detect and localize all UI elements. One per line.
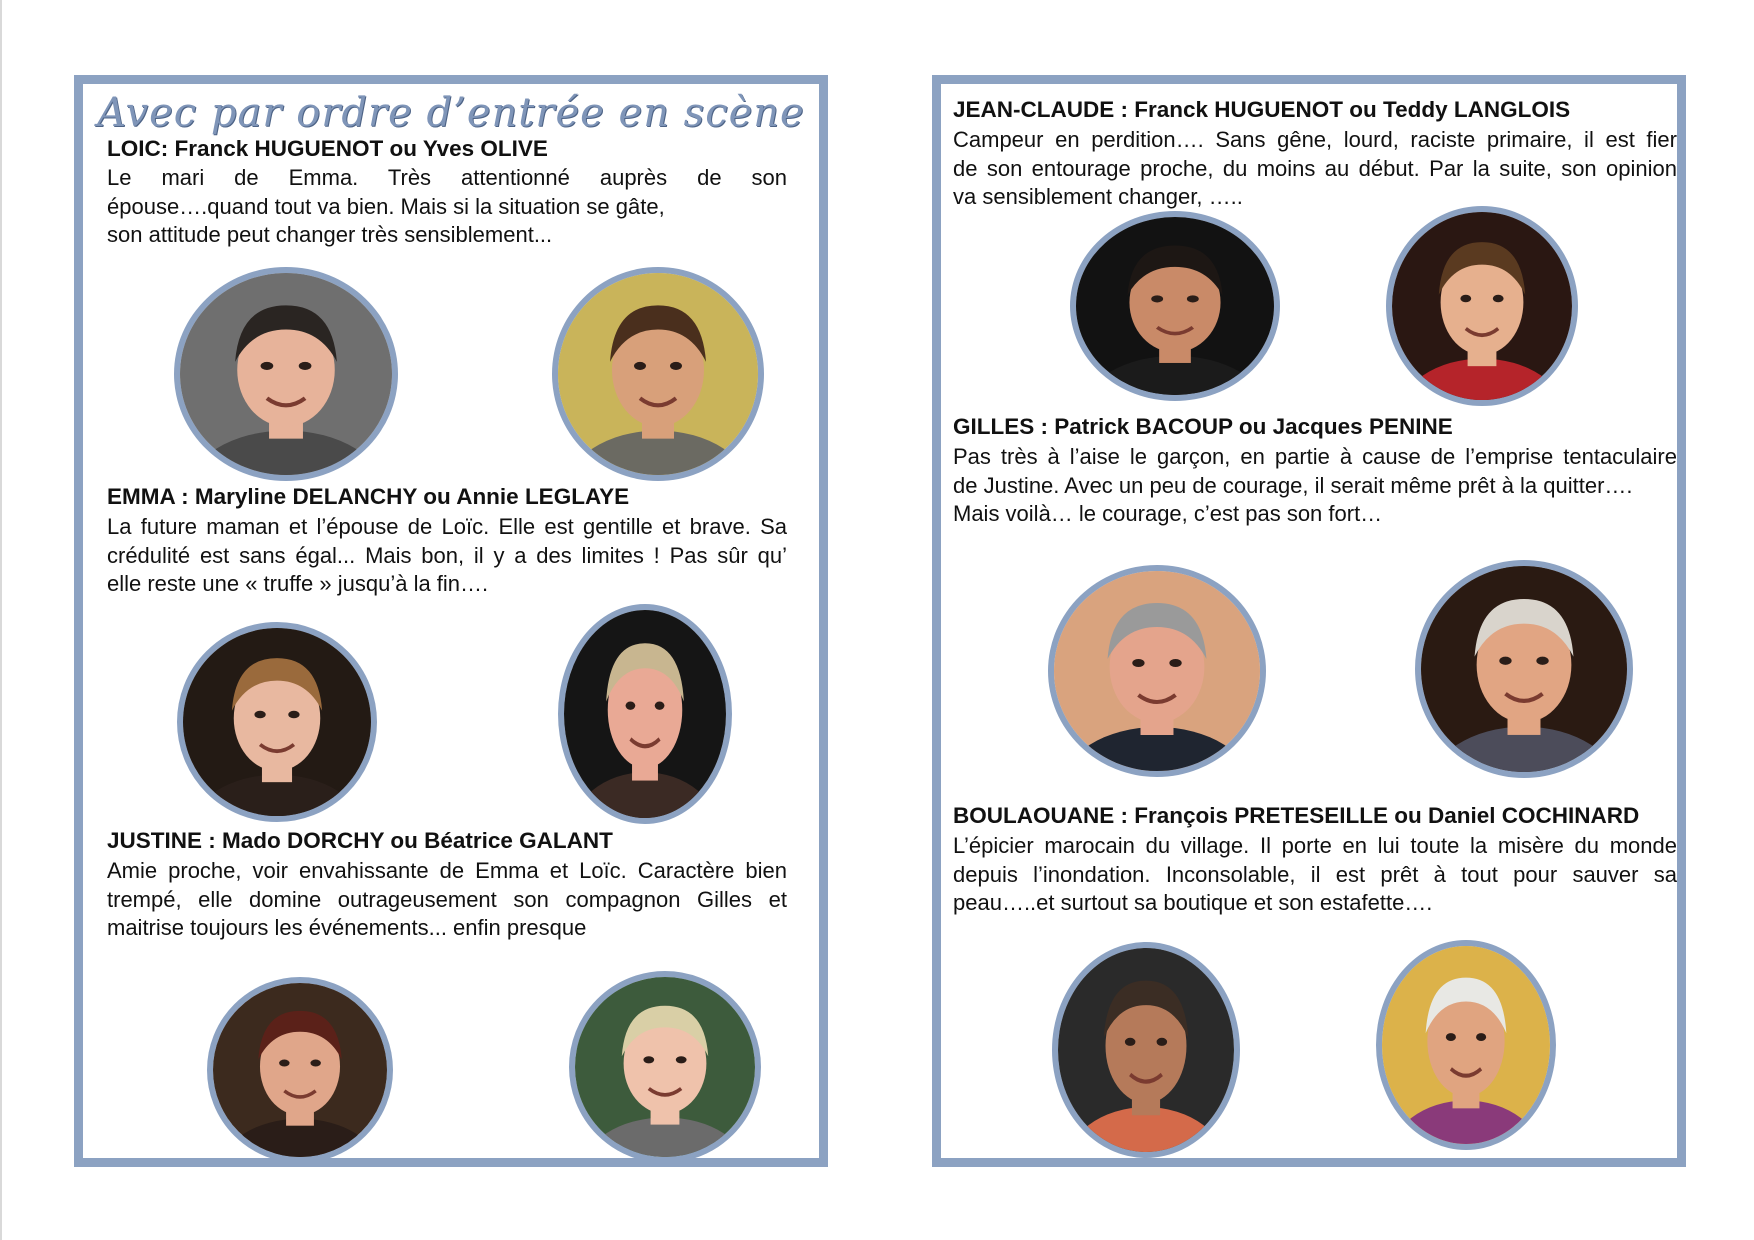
portrait-eye-left [1125, 1038, 1136, 1046]
jeanclaude-franck-portrait [1076, 217, 1274, 395]
page-heading: Avec par ordre d’entrée en scène [97, 90, 805, 136]
desc-line: de Justine. Avec un peu de courage, il serait même prêt à la quitter…. [953, 472, 1633, 498]
page-edge [0, 0, 2, 1240]
portrait-eye-right [1169, 659, 1181, 667]
portrait-eye-left [261, 362, 274, 370]
portrait-eye-left [1151, 295, 1163, 302]
desc-line: maitrise toujours les événements... enfin presque [107, 915, 587, 940]
portrait-eye-right [1157, 1038, 1168, 1046]
desc-line: Pas très à l’aise le garçon, en partie à cause de l’emprise tentaculaire [953, 444, 1677, 469]
portrait-eye-left [1460, 295, 1471, 303]
portrait-eye-left [626, 702, 636, 710]
jeanclaude-teddy-portrait [1392, 212, 1572, 400]
desc-line: peau…..et surtout sa boutique et son estafette…. [953, 890, 1433, 915]
portrait-emma-annie [558, 604, 732, 824]
portrait-eye-left [1446, 1033, 1456, 1041]
portrait-eye-right [670, 362, 682, 370]
portrait-boulaouane-daniel [1376, 940, 1556, 1150]
desc-line: crédulité est sans égal... Mais bon, il y a des limites ! Pas sûr qu’ [107, 542, 787, 568]
role-title-emma: EMMA : Maryline DELANCHY ou Annie LEGLAYE [107, 484, 630, 509]
role-title-loic: LOIC: Franck HUGUENOT ou Yves OLIVE [107, 136, 548, 161]
portrait-eye-right [1536, 657, 1548, 665]
role-desc-justine [107, 857, 787, 943]
role-title-gilles: GILLES : Patrick BACOUP ou Jacques PENINE [953, 414, 1453, 439]
portrait-eye-right [1476, 1033, 1486, 1041]
desc-line: L’épicier marocain du village. Il porte en lui toute la misère du monde [953, 833, 1677, 858]
portrait-eye-left [279, 1060, 289, 1067]
boulaouane-daniel-portrait [1382, 946, 1550, 1144]
desc-line: Le mari de Emma. Très attentionné auprès de son [107, 165, 787, 190]
portrait-eye-right [655, 702, 665, 710]
portrait-eye-right [1187, 295, 1199, 302]
portrait-gilles-patrick [1048, 565, 1266, 777]
role-desc-loic [107, 164, 787, 250]
role-title-jeanclaude: JEAN-CLAUDE : Franck HUGUENOT ou Teddy LANGLOIS [953, 97, 1571, 122]
portrait-eye-right [288, 711, 299, 719]
emma-annie-portrait [564, 610, 726, 818]
desc-line: va sensiblement changer, ….. [953, 184, 1243, 209]
desc-line: son attitude peut changer très sensiblement... [107, 222, 553, 247]
portrait-loic-franck [174, 267, 398, 481]
desc-line: épouse….quand tout va bien. Mais si la situation se gâte, [107, 193, 665, 219]
portrait-eye-right [676, 1056, 687, 1063]
desc-line: Campeur en perdition…. Sans gêne, lourd, raciste primaire, il est fier [953, 127, 1677, 152]
role-title-boulaouane: BOULAOUANE : François PRETESEILLE ou Daniel COCHINARD [953, 803, 1640, 828]
desc-line: elle reste une « truffe » jusqu’à la fin…. [107, 571, 489, 596]
portrait-eye-left [643, 1056, 654, 1063]
role-title-justine: JUSTINE : Mado DORCHY ou Béatrice GALANT [107, 828, 613, 853]
desc-line: trempé, elle domine outrageusement son compagnon Gilles et [107, 886, 787, 912]
desc-line: de son entourage proche, du moins au début. Par la suite, son opinion [953, 155, 1677, 181]
role-desc-gilles [953, 443, 1677, 529]
gilles-patrick-portrait [1054, 571, 1260, 771]
portrait-boulaouane-francois [1052, 942, 1240, 1158]
justine-beatrice-portrait [575, 977, 755, 1157]
gilles-jacques-portrait [1421, 566, 1627, 772]
desc-line: La future maman et l’épouse de Loïc. Elle est gentille et brave. Sa [107, 514, 787, 539]
desc-line: Mais voilà… le courage, c’est pas son fort… [953, 501, 1383, 526]
role-desc-boulaouane [953, 832, 1677, 918]
portrait-eye-right [310, 1060, 320, 1067]
desc-line: Amie proche, voir envahissante de Emma et Loïc. Caractère bien [107, 858, 787, 883]
portrait-jeanclaude-franck [1070, 211, 1280, 401]
portrait-emma-maryline [177, 622, 377, 822]
loic-yves-portrait [558, 273, 758, 475]
portrait-justine-beatrice [569, 971, 761, 1163]
right-page-frame [932, 75, 1686, 1167]
portrait-eye-right [1493, 295, 1504, 303]
boulaouane-francois-portrait [1058, 948, 1234, 1152]
left-page-frame [74, 75, 828, 1167]
portrait-jeanclaude-teddy [1386, 206, 1578, 406]
portrait-eye-left [1499, 657, 1511, 665]
emma-maryline-portrait [183, 628, 371, 816]
loic-franck-portrait [180, 273, 392, 475]
role-desc-emma [107, 513, 787, 599]
portrait-gilles-jacques [1415, 560, 1633, 778]
portrait-loic-yves [552, 267, 764, 481]
desc-line: depuis l’inondation. Inconsolable, il est prêt à tout pour sauver sa [953, 861, 1677, 887]
role-desc-jeanclaude [953, 126, 1677, 212]
portrait-eye-left [634, 362, 646, 370]
justine-mado-portrait [213, 983, 387, 1157]
portrait-eye-right [299, 362, 312, 370]
portrait-eye-left [254, 711, 265, 719]
portrait-justine-mado [207, 977, 393, 1163]
portrait-eye-left [1132, 659, 1144, 667]
